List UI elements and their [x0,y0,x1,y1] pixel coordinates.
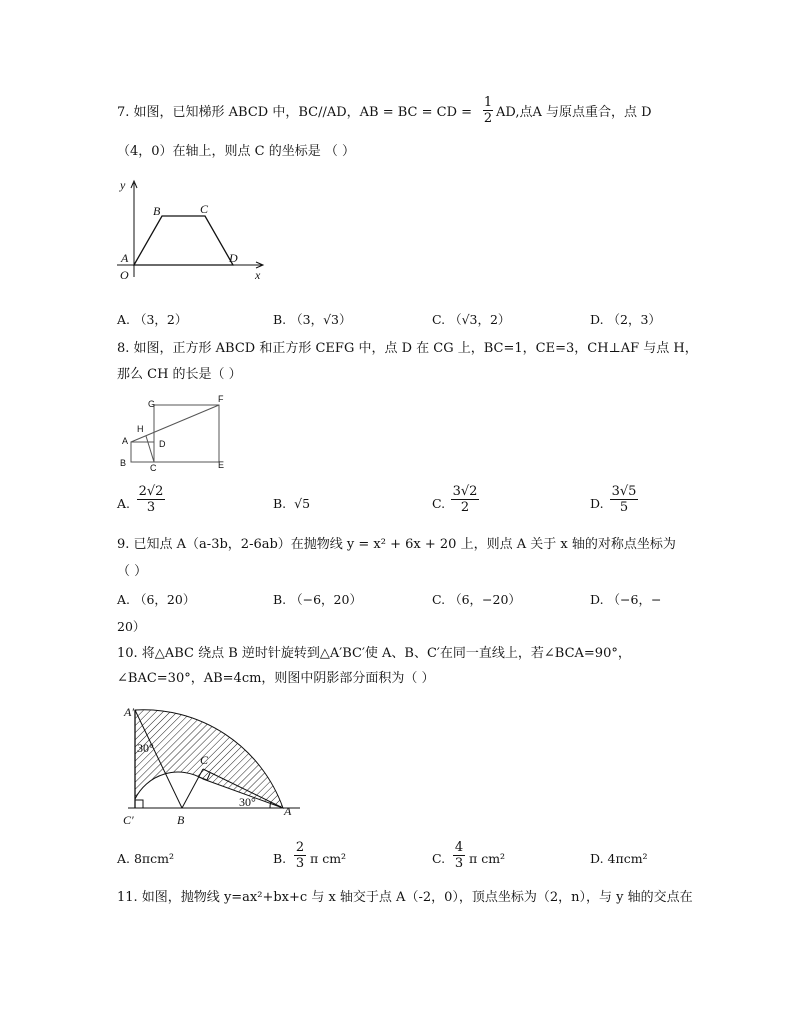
q7-label-d: D [229,251,238,265]
q8-label-h: H [137,424,144,434]
q8-text-line1: 8. 如图，正方形 ABCD 和正方形 CEFG 中，点 D 在 CG 上，BC=1，CE=3，CH⊥AF 与点 H， [117,341,698,356]
q7-label-b: B [153,204,161,218]
q7-label-a: A [121,251,129,265]
q9-text-line1: 9. 已知点 A（a-3b，2-6ab）在抛物线 y = x² + 6x + 20 上，则点 A 关于 x 轴的对称点坐标为 [117,537,676,552]
q7-option-d[interactable]: D. （2，3） [590,312,661,327]
q9-option-b[interactable]: B. （−6，20） [273,592,362,607]
q8-line-af [131,405,219,442]
q9-option-d[interactable]: D. （−6，− [590,592,662,607]
q8-label-e: E [218,460,225,470]
q10-option-b-fraction[interactable]: 2 3 [295,840,305,871]
q7-text-line2: （4，0）在轴上，则点 C 的坐标是 （ ） [117,144,356,159]
q10-label-c: C [200,753,209,767]
q8-option-d-value[interactable]: 3√5 5 [611,484,637,515]
q9-text-line2: （ ） [117,564,148,579]
q8-option-b[interactable]: B. √5 [273,496,311,511]
q10-label-angle-right: 30° [239,795,256,809]
q10-label-a: A [284,804,292,818]
q10-text-line1: 10. 将△ABC 绕点 B 逆时针旋转到△A′BC′使 A、B、C′在同一直线上，若∠BCA=90°， [117,646,631,661]
q10-shaded-region [135,710,283,808]
q7-option-a[interactable]: A. （3，2） [117,312,188,327]
q7-trapezoid-figure [112,175,272,285]
q8-option-c-value[interactable]: 3√2 2 [452,484,478,515]
q9-option-a[interactable]: A. （6，20） [117,592,196,607]
q10-rotation-figure [118,700,308,830]
q8-text-line2: 那么 CH 的长是（ ） [117,367,242,382]
q8-label-b: B [120,458,127,468]
q8-option-d-label[interactable]: D. [590,496,604,511]
q10-option-a[interactable]: A. 8πcm² [117,851,175,866]
q10-label-a-prime: A′ [124,705,134,719]
q9-option-c[interactable]: C. （6，−20） [432,592,521,607]
q8-label-f: F [218,394,224,404]
q10-right-angle-c-prime [135,800,143,808]
q7-label-x: x [255,268,261,282]
q10-option-c-label[interactable]: C. [432,851,446,866]
q7-text-line1: 7. 如图，已知梯形 ABCD 中，BC//AD，AB = BC = CD = [117,105,473,120]
q8-label-d: D [159,439,166,449]
q10-option-c-tail[interactable]: π cm² [469,851,506,866]
q8-label-a: A [122,436,129,446]
q7-label-y: y [120,178,126,192]
q7-option-c[interactable]: C. （√3，2） [432,312,511,327]
q8-line-ch [146,436,154,462]
q7-text-line1-tail: AD,点A 与原点重合，点 D [496,105,652,120]
q10-option-c-fraction[interactable]: 4 3 [454,840,464,871]
q8-option-a-value[interactable]: 2√2 3 [138,484,164,515]
q9-option-d-wrap: 20） [117,619,146,634]
q10-label-angle-top: 30° [137,741,154,755]
q10-label-c-prime: C′ [123,813,134,827]
q8-label-g: G [148,399,156,409]
q8-option-a-label[interactable]: A. [117,496,131,511]
q8-squares-figure [114,392,239,472]
q10-option-d[interactable]: D. 4πcm² [590,851,648,866]
q8-label-c: C [150,463,157,472]
q11-text-line1: 11. 如图，抛物线 y=ax²+bx+c 与 x 轴交于点 A（-2，0），顶点坐标为（2，n），与 y 轴的交点在 [117,890,693,905]
q10-line-bc [182,769,203,808]
q10-text-line2: ∠BAC=30°，AB=4cm，则图中阴影部分面积为（ ） [117,671,435,686]
q7-label-o: O [120,268,129,282]
q8-option-c-label[interactable]: C. [432,496,446,511]
q7-fraction: 1 2 [483,95,493,126]
q10-option-b-tail[interactable]: π cm² [310,851,347,866]
q8-square-cefg [154,405,219,462]
q7-option-b[interactable]: B. （3，√3） [273,312,352,327]
q10-option-b-label[interactable]: B. [273,851,287,866]
q10-label-b: B [177,813,185,827]
q7-label-c: C [200,202,209,216]
q7-trapezoid-shape [134,216,233,265]
